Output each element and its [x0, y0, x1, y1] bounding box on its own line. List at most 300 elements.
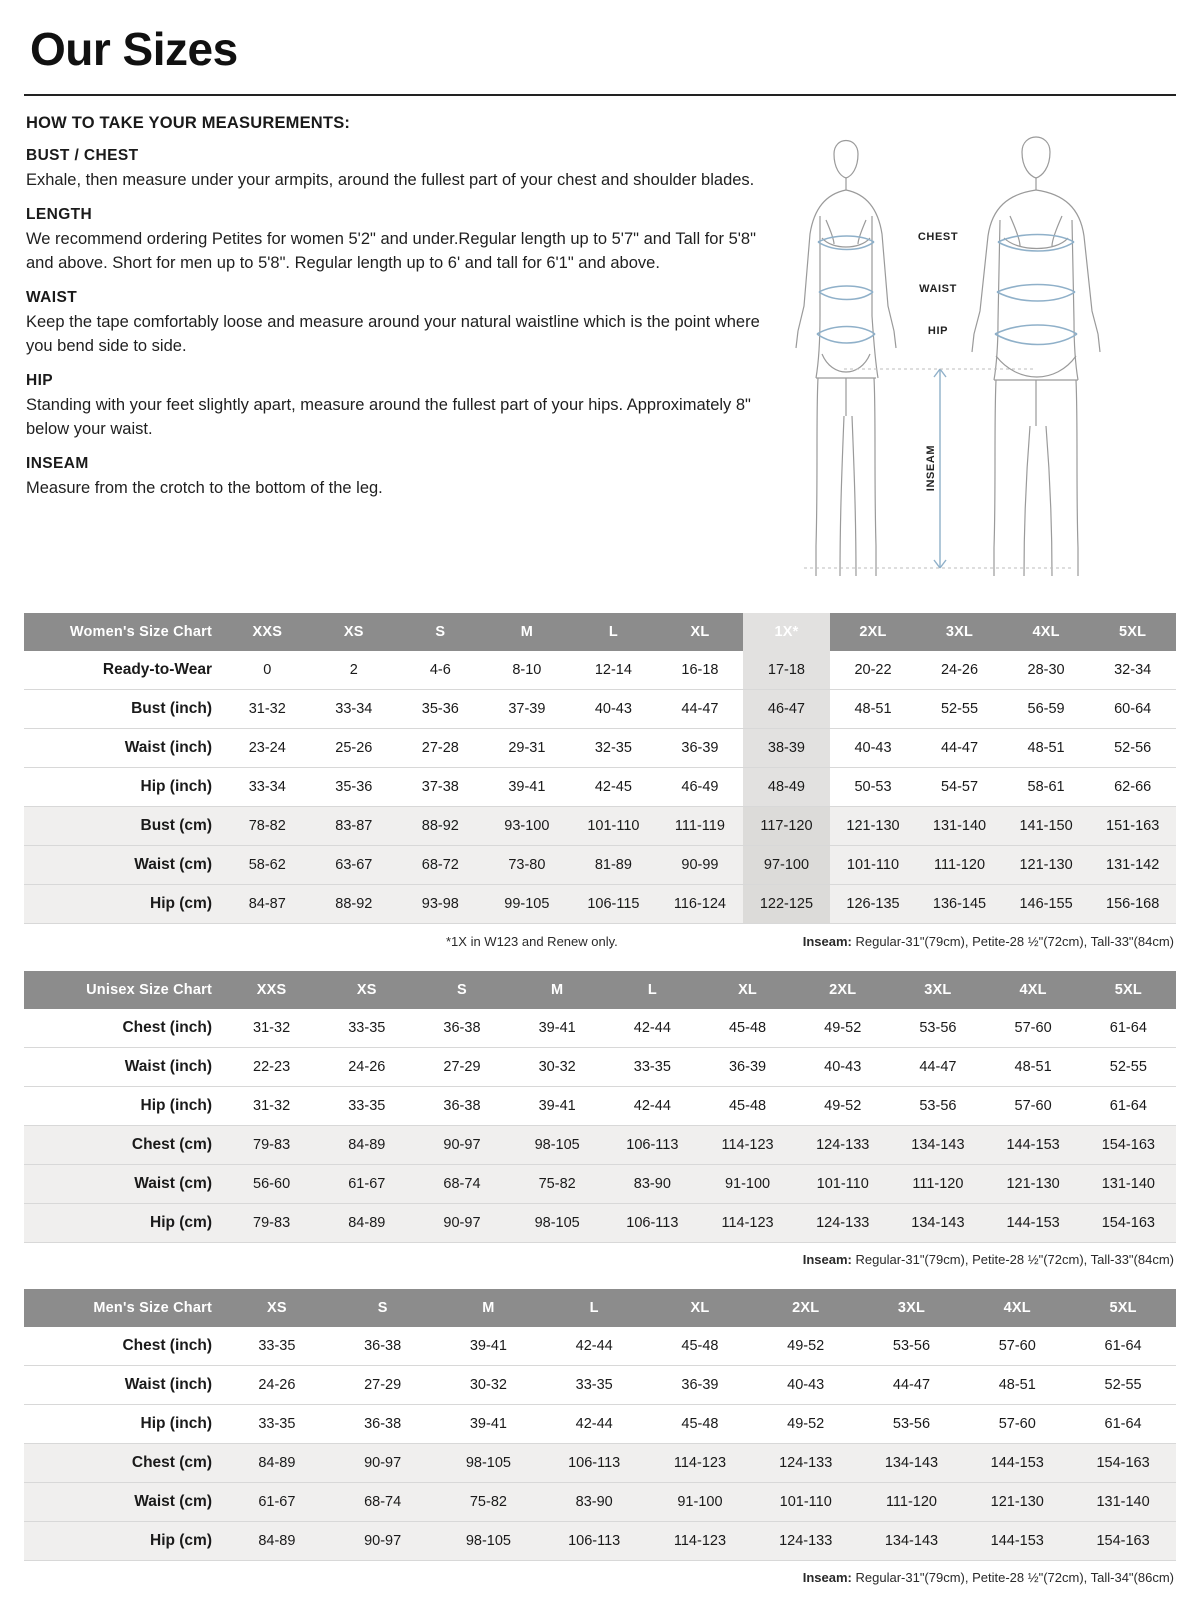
table-row: [24, 1087, 1176, 1126]
row-label: Hip (cm): [24, 1204, 224, 1243]
row-label: Hip (cm): [24, 1522, 224, 1561]
measurement-cell: 32-35: [570, 729, 657, 768]
measurement-cell: 37-38: [397, 768, 484, 807]
measurement-cell: 101-110: [570, 807, 657, 846]
measurement-cell: 84-89: [224, 1444, 330, 1483]
measurement-cell: 106-113: [605, 1204, 700, 1243]
measurement-cell: 33-35: [541, 1366, 647, 1405]
instruction-body: Exhale, then measure under your armpits, around the fullest part of your chest and shoulder blades.: [26, 171, 755, 189]
measurement-cell: 62-66: [1089, 768, 1176, 807]
size-column-header: S: [414, 971, 509, 1009]
body-measurement-diagram: [774, 116, 1164, 591]
table-row: [24, 1327, 1176, 1366]
table-header-row: [24, 1289, 1176, 1327]
measurement-cell: 45-48: [700, 1087, 795, 1126]
table-row: [24, 651, 1176, 690]
measurement-cell: 0: [224, 651, 311, 690]
measurement-cell: 88-92: [311, 885, 398, 924]
measurement-cell: 121-130: [964, 1483, 1070, 1522]
measurement-cell: 57-60: [964, 1327, 1070, 1366]
measurement-cell: 28-30: [1003, 651, 1090, 690]
measurement-cell: 106-113: [541, 1522, 647, 1561]
measurement-cell: 39-41: [436, 1405, 542, 1444]
row-label: Hip (inch): [24, 1405, 224, 1444]
measurement-cell: 90-99: [657, 846, 744, 885]
measurement-cell: 114-123: [700, 1126, 795, 1165]
instructions-heading: HOW TO TAKE YOUR MEASUREMENTS:: [26, 114, 351, 132]
measurement-cell: 68-72: [397, 846, 484, 885]
measurement-cell: 38-39: [743, 729, 830, 768]
measurement-cell: 24-26: [224, 1366, 330, 1405]
measurement-cell: 154-163: [1081, 1204, 1176, 1243]
size-column-header: XS: [311, 613, 398, 651]
measurement-cell: 8-10: [484, 651, 571, 690]
page-title: Our Sizes: [30, 23, 238, 75]
measurement-cell: 106-113: [605, 1126, 700, 1165]
table-row: [24, 1522, 1176, 1561]
measurement-cell: 17-18: [743, 651, 830, 690]
measurement-cell: 131-140: [916, 807, 1003, 846]
table-header-row: [24, 613, 1176, 651]
measurement-cell: 42-44: [605, 1009, 700, 1048]
measurement-cell: 114-123: [700, 1204, 795, 1243]
measurement-cell: 90-97: [414, 1204, 509, 1243]
instruction-bust-chest: [26, 147, 764, 192]
measurement-cell: 40-43: [795, 1048, 890, 1087]
measurement-cell: 39-41: [484, 768, 571, 807]
size-column-header: 1X*: [743, 613, 830, 651]
womens-notes: [26, 934, 1174, 949]
measurement-cell: 52-55: [916, 690, 1003, 729]
measurement-cell: 116-124: [657, 885, 744, 924]
size-column-header: 5XL: [1089, 613, 1176, 651]
measurement-cell: 52-56: [1089, 729, 1176, 768]
table-row: [24, 1405, 1176, 1444]
measurement-cell: 27-28: [397, 729, 484, 768]
inseam-note-value: Regular-31"(79cm), Petite-28 ½"(72cm), Tall-33"(84cm): [855, 934, 1174, 949]
measurement-cell: 144-153: [964, 1444, 1070, 1483]
measurement-cell: 4-6: [397, 651, 484, 690]
male-figure: [972, 137, 1100, 576]
measurement-cell: 35-36: [311, 768, 398, 807]
table-row: [24, 1165, 1176, 1204]
measurement-cell: 54-57: [916, 768, 1003, 807]
measurement-cell: 111-119: [657, 807, 744, 846]
measurement-cell: 97-100: [743, 846, 830, 885]
size-column-header: M: [484, 613, 571, 651]
table-row: [24, 729, 1176, 768]
measurement-cell: 33-35: [319, 1009, 414, 1048]
row-label: Waist (cm): [24, 846, 224, 885]
measurement-cell: 2: [311, 651, 398, 690]
measurement-cell: 121-130: [986, 1165, 1081, 1204]
row-label: Bust (inch): [24, 690, 224, 729]
measurement-cell: 53-56: [859, 1405, 965, 1444]
row-label: Waist (cm): [24, 1483, 224, 1522]
measurement-cell: 48-51: [830, 690, 917, 729]
unisex-inseam-note: [26, 1252, 1174, 1267]
size-column-header: 3XL: [859, 1289, 965, 1327]
measurement-cell: 58-61: [1003, 768, 1090, 807]
measurement-cell: 144-153: [986, 1204, 1081, 1243]
size-column-header: 2XL: [795, 971, 890, 1009]
size-column-header: 5XL: [1070, 1289, 1176, 1327]
inseam-note-label: Inseam:: [802, 934, 852, 949]
size-column-header: 5XL: [1081, 971, 1176, 1009]
table-row: [24, 1204, 1176, 1243]
measurement-cell: 90-97: [330, 1522, 436, 1561]
measurement-cell: 53-56: [890, 1009, 985, 1048]
measurement-cell: 106-113: [541, 1444, 647, 1483]
measurement-cell: 44-47: [890, 1048, 985, 1087]
measurement-cell: 131-140: [1081, 1165, 1176, 1204]
measurement-cell: 136-145: [916, 885, 1003, 924]
measurement-cell: 61-64: [1081, 1087, 1176, 1126]
measurement-cell: 33-35: [224, 1405, 330, 1444]
instruction-body: Standing with your feet slightly apart, measure around the fullest part of your hips. Approximately 8" below your waist.: [26, 396, 751, 438]
size-column-header: XL: [647, 1289, 753, 1327]
row-label: Hip (inch): [24, 1087, 224, 1126]
inseam-label: INSEAM: [925, 444, 937, 492]
size-column-header: XXS: [224, 613, 311, 651]
measurement-cell: 36-38: [414, 1087, 509, 1126]
measurement-cell: 124-133: [753, 1444, 859, 1483]
measurement-cell: 48-51: [986, 1048, 1081, 1087]
measurement-cell: 23-24: [224, 729, 311, 768]
measurement-cell: 131-140: [1070, 1483, 1176, 1522]
measurement-cell: 40-43: [570, 690, 657, 729]
instruction-hip: [26, 372, 764, 441]
size-column-header: XXS: [224, 971, 319, 1009]
measurement-cell: 154-163: [1070, 1444, 1176, 1483]
measurement-cell: 45-48: [700, 1009, 795, 1048]
measurement-cell: 44-47: [859, 1366, 965, 1405]
size-column-header: 4XL: [986, 971, 1081, 1009]
measurement-cell: 101-110: [830, 846, 917, 885]
measurement-cell: 56-59: [1003, 690, 1090, 729]
instruction-body: Measure from the crotch to the bottom of the leg.: [26, 478, 383, 497]
measurement-cell: 61-67: [224, 1483, 330, 1522]
measurement-cell: 124-133: [795, 1126, 890, 1165]
measurement-cell: 39-41: [510, 1087, 605, 1126]
size-column-header: 3XL: [890, 971, 985, 1009]
size-column-header: XL: [657, 613, 744, 651]
measurement-cell: 22-23: [224, 1048, 319, 1087]
instruction-title: LENGTH: [26, 206, 93, 224]
measurement-cell: 146-155: [1003, 885, 1090, 924]
measurement-cell: 114-123: [647, 1444, 753, 1483]
size-column-header: M: [510, 971, 605, 1009]
measurement-cell: 36-38: [330, 1405, 436, 1444]
figures-svg: [774, 116, 1164, 586]
table-row: [24, 885, 1176, 924]
row-label: Chest (cm): [24, 1126, 224, 1165]
instruction-body: Keep the tape comfortably loose and measure around your natural waistline which is the point where you bend side to side.: [26, 313, 760, 355]
measurement-cell: 98-105: [436, 1522, 542, 1561]
instruction-waist: [26, 289, 764, 358]
measurement-cell: 114-123: [647, 1522, 753, 1561]
size-column-header: S: [330, 1289, 436, 1327]
measurement-cell: 42-44: [541, 1405, 647, 1444]
female-figure: [796, 141, 896, 577]
measurement-cell: 36-39: [700, 1048, 795, 1087]
measurement-cell: 58-62: [224, 846, 311, 885]
measurement-cell: 31-32: [224, 1009, 319, 1048]
measurement-cell: 156-168: [1089, 885, 1176, 924]
measurement-cell: 49-52: [795, 1009, 890, 1048]
measurement-cell: 33-34: [311, 690, 398, 729]
measurement-cell: 90-97: [330, 1444, 436, 1483]
measurement-cell: 57-60: [986, 1087, 1081, 1126]
measurement-cell: 27-29: [330, 1366, 436, 1405]
table-header-row: [24, 971, 1176, 1009]
measurement-cell: 124-133: [795, 1204, 890, 1243]
table-row: [24, 1048, 1176, 1087]
measurement-cell: 79-83: [224, 1126, 319, 1165]
measurement-cell: 106-115: [570, 885, 657, 924]
measurement-cell: 81-89: [570, 846, 657, 885]
measurement-cell: 31-32: [224, 690, 311, 729]
row-label: Bust (cm): [24, 807, 224, 846]
measurement-cell: 36-38: [330, 1327, 436, 1366]
measurement-cell: 111-120: [890, 1165, 985, 1204]
size-column-header: L: [541, 1289, 647, 1327]
row-label: Waist (cm): [24, 1165, 224, 1204]
row-label: Chest (inch): [24, 1327, 224, 1366]
mens-size-chart: [24, 1289, 1176, 1561]
table-row: [24, 690, 1176, 729]
measurement-cell: 78-82: [224, 807, 311, 846]
size-column-header: XL: [700, 971, 795, 1009]
measurement-cell: 83-90: [605, 1165, 700, 1204]
measurement-cell: 61-64: [1081, 1009, 1176, 1048]
measurement-cell: 33-35: [224, 1327, 330, 1366]
measurement-cell: 56-60: [224, 1165, 319, 1204]
measurement-cell: 33-34: [224, 768, 311, 807]
row-label: Waist (inch): [24, 1366, 224, 1405]
instruction-inseam: [26, 455, 764, 500]
measurement-cell: 68-74: [414, 1165, 509, 1204]
measurement-cell: 40-43: [830, 729, 917, 768]
intro-section: [24, 112, 1176, 591]
measurement-cell: 93-100: [484, 807, 571, 846]
measurement-instructions: [24, 112, 764, 514]
measurement-cell: 46-47: [743, 690, 830, 729]
measurement-cell: 36-38: [414, 1009, 509, 1048]
measurement-cell: 61-64: [1070, 1327, 1176, 1366]
size-column-header: 4XL: [1003, 613, 1090, 651]
measurement-cell: 50-53: [830, 768, 917, 807]
measurement-cell: 29-31: [484, 729, 571, 768]
mens-size-chart-block: [24, 1289, 1176, 1585]
measurement-cell: 101-110: [753, 1483, 859, 1522]
measurement-cell: 48-51: [964, 1366, 1070, 1405]
measurement-cell: 84-89: [319, 1126, 414, 1165]
chart-title-cell: Men's Size Chart: [24, 1289, 224, 1327]
table-row: [24, 1126, 1176, 1165]
chart-title-cell: Women's Size Chart: [24, 613, 224, 651]
size-column-header: L: [605, 971, 700, 1009]
table-row: [24, 1483, 1176, 1522]
row-label: Ready-to-Wear: [24, 651, 224, 690]
instruction-title: INSEAM: [26, 454, 89, 472]
size-column-header: 2XL: [753, 1289, 859, 1327]
measurement-cell: 91-100: [647, 1483, 753, 1522]
measurement-cell: 49-52: [795, 1087, 890, 1126]
size-column-header: XS: [319, 971, 414, 1009]
measurement-cell: 36-39: [647, 1366, 753, 1405]
instruction-length: [26, 206, 764, 275]
measurement-cell: 101-110: [795, 1165, 890, 1204]
measurement-cell: 151-163: [1089, 807, 1176, 846]
measurement-cell: 131-142: [1089, 846, 1176, 885]
measurement-cell: 48-51: [1003, 729, 1090, 768]
measurement-cell: 35-36: [397, 690, 484, 729]
measurement-cell: 154-163: [1070, 1522, 1176, 1561]
table-row: [24, 768, 1176, 807]
size-column-header: M: [436, 1289, 542, 1327]
table-row: [24, 1366, 1176, 1405]
instruction-body: We recommend ordering Petites for women 5'2" and under.Regular length up to 5'7" and Tall for 5'8" and above. Short for men up to 5'8". Regular length up to 6' and tall for 6'1" and above.: [26, 230, 756, 272]
measurement-cell: 99-105: [484, 885, 571, 924]
measurement-cell: 20-22: [830, 651, 917, 690]
measurement-cell: 16-18: [657, 651, 744, 690]
measurement-cell: 93-98: [397, 885, 484, 924]
guide-lines: [804, 369, 1074, 568]
measurement-cell: 30-32: [436, 1366, 542, 1405]
title-divider: [24, 94, 1176, 96]
size-column-header: 2XL: [830, 613, 917, 651]
measurement-cell: 84-89: [224, 1522, 330, 1561]
measurement-cell: 31-32: [224, 1087, 319, 1126]
measurement-cell: 144-153: [986, 1126, 1081, 1165]
measurement-cell: 45-48: [647, 1405, 753, 1444]
measurement-cell: 84-87: [224, 885, 311, 924]
measurement-cell: 42-45: [570, 768, 657, 807]
measurement-cell: 57-60: [964, 1405, 1070, 1444]
row-label: Chest (cm): [24, 1444, 224, 1483]
measurement-cell: 98-105: [510, 1126, 605, 1165]
measurement-cell: 84-89: [319, 1204, 414, 1243]
instruction-title: WAIST: [26, 289, 78, 307]
size-column-header: 4XL: [964, 1289, 1070, 1327]
waist-label: WAIST: [919, 283, 957, 295]
measurement-cell: 63-67: [311, 846, 398, 885]
measurement-cell: 121-130: [1003, 846, 1090, 885]
measurement-cell: 53-56: [859, 1327, 965, 1366]
measurement-cell: 91-100: [700, 1165, 795, 1204]
row-label: Waist (inch): [24, 1048, 224, 1087]
measurement-cell: 40-43: [753, 1366, 859, 1405]
measurement-cell: 25-26: [311, 729, 398, 768]
measurement-cell: 75-82: [510, 1165, 605, 1204]
hip-label: HIP: [927, 325, 949, 337]
measurement-cell: 122-125: [743, 885, 830, 924]
measurement-cell: 144-153: [964, 1522, 1070, 1561]
measurement-cell: 60-64: [1089, 690, 1176, 729]
measurement-cell: 30-32: [510, 1048, 605, 1087]
row-label: Hip (cm): [24, 885, 224, 924]
measurement-cell: 121-130: [830, 807, 917, 846]
table-row: [24, 807, 1176, 846]
measurement-cell: 32-34: [1089, 651, 1176, 690]
measurement-cell: 117-120: [743, 807, 830, 846]
instruction-title: BUST / CHEST: [26, 147, 139, 164]
measurement-cell: 36-39: [657, 729, 744, 768]
measurement-cell: 24-26: [319, 1048, 414, 1087]
measurement-cell: 42-44: [541, 1327, 647, 1366]
inseam-note-label: Inseam:: [802, 1252, 852, 1267]
measurement-cell: 73-80: [484, 846, 571, 885]
measurement-cell: 134-143: [890, 1204, 985, 1243]
row-label: Chest (inch): [24, 1009, 224, 1048]
size-column-header: XS: [224, 1289, 330, 1327]
measurement-cell: 39-41: [436, 1327, 542, 1366]
chest-label: CHEST: [917, 231, 959, 243]
inseam-note-value: Regular-31"(79cm), Petite-28 ½"(72cm), Tall-33"(84cm): [855, 1252, 1174, 1267]
measurement-cell: 134-143: [859, 1444, 965, 1483]
measurement-cell: 141-150: [1003, 807, 1090, 846]
measurement-cell: 33-35: [605, 1048, 700, 1087]
measurement-cell: 134-143: [859, 1522, 965, 1561]
measurement-cell: 57-60: [986, 1009, 1081, 1048]
measurement-cell: 44-47: [916, 729, 1003, 768]
measurement-cell: 154-163: [1081, 1126, 1176, 1165]
inseam-note-label: Inseam:: [802, 1570, 852, 1585]
measurement-cell: 124-133: [753, 1522, 859, 1561]
size-column-header: L: [570, 613, 657, 651]
measurement-cell: 134-143: [890, 1126, 985, 1165]
measurement-cell: 39-41: [510, 1009, 605, 1048]
measurement-cell: 12-14: [570, 651, 657, 690]
size-column-header: S: [397, 613, 484, 651]
measurement-cell: 48-49: [743, 768, 830, 807]
measurement-cell: 24-26: [916, 651, 1003, 690]
size-column-header: 3XL: [916, 613, 1003, 651]
measurement-cell: 79-83: [224, 1204, 319, 1243]
measurement-cell: 33-35: [319, 1087, 414, 1126]
measurement-cell: 49-52: [753, 1327, 859, 1366]
measurement-cell: 98-105: [436, 1444, 542, 1483]
unisex-size-chart: [24, 971, 1176, 1243]
measurement-cell: 68-74: [330, 1483, 436, 1522]
mens-inseam-note: [26, 1570, 1174, 1585]
measurement-cell: 98-105: [510, 1204, 605, 1243]
inseam-note-value: Regular-31"(79cm), Petite-28 ½"(72cm), Tall-34"(86cm): [855, 1570, 1174, 1585]
table-row: [24, 1009, 1176, 1048]
measurement-cell: 44-47: [657, 690, 744, 729]
measurement-cell: 27-29: [414, 1048, 509, 1087]
measurement-cell: 126-135: [830, 885, 917, 924]
row-label: Waist (inch): [24, 729, 224, 768]
measurement-cell: 90-97: [414, 1126, 509, 1165]
size-guide-page: [0, 22, 1200, 1622]
measurement-cell: 45-48: [647, 1327, 753, 1366]
womens-inseam-note: [803, 934, 1174, 949]
measurement-cell: 75-82: [436, 1483, 542, 1522]
measurement-cell: 88-92: [397, 807, 484, 846]
instruction-title: HIP: [26, 372, 54, 390]
measurement-cell: 52-55: [1070, 1366, 1176, 1405]
measurement-cell: 111-120: [859, 1483, 965, 1522]
measurement-cell: 52-55: [1081, 1048, 1176, 1087]
measurement-cell: 61-67: [319, 1165, 414, 1204]
table-row: [24, 1444, 1176, 1483]
womens-size-chart-block: [24, 613, 1176, 949]
measurement-cell: 37-39: [484, 690, 571, 729]
womens-footnote: *1X in W123 and Renew only.: [446, 934, 618, 949]
measurement-cell: 83-90: [541, 1483, 647, 1522]
